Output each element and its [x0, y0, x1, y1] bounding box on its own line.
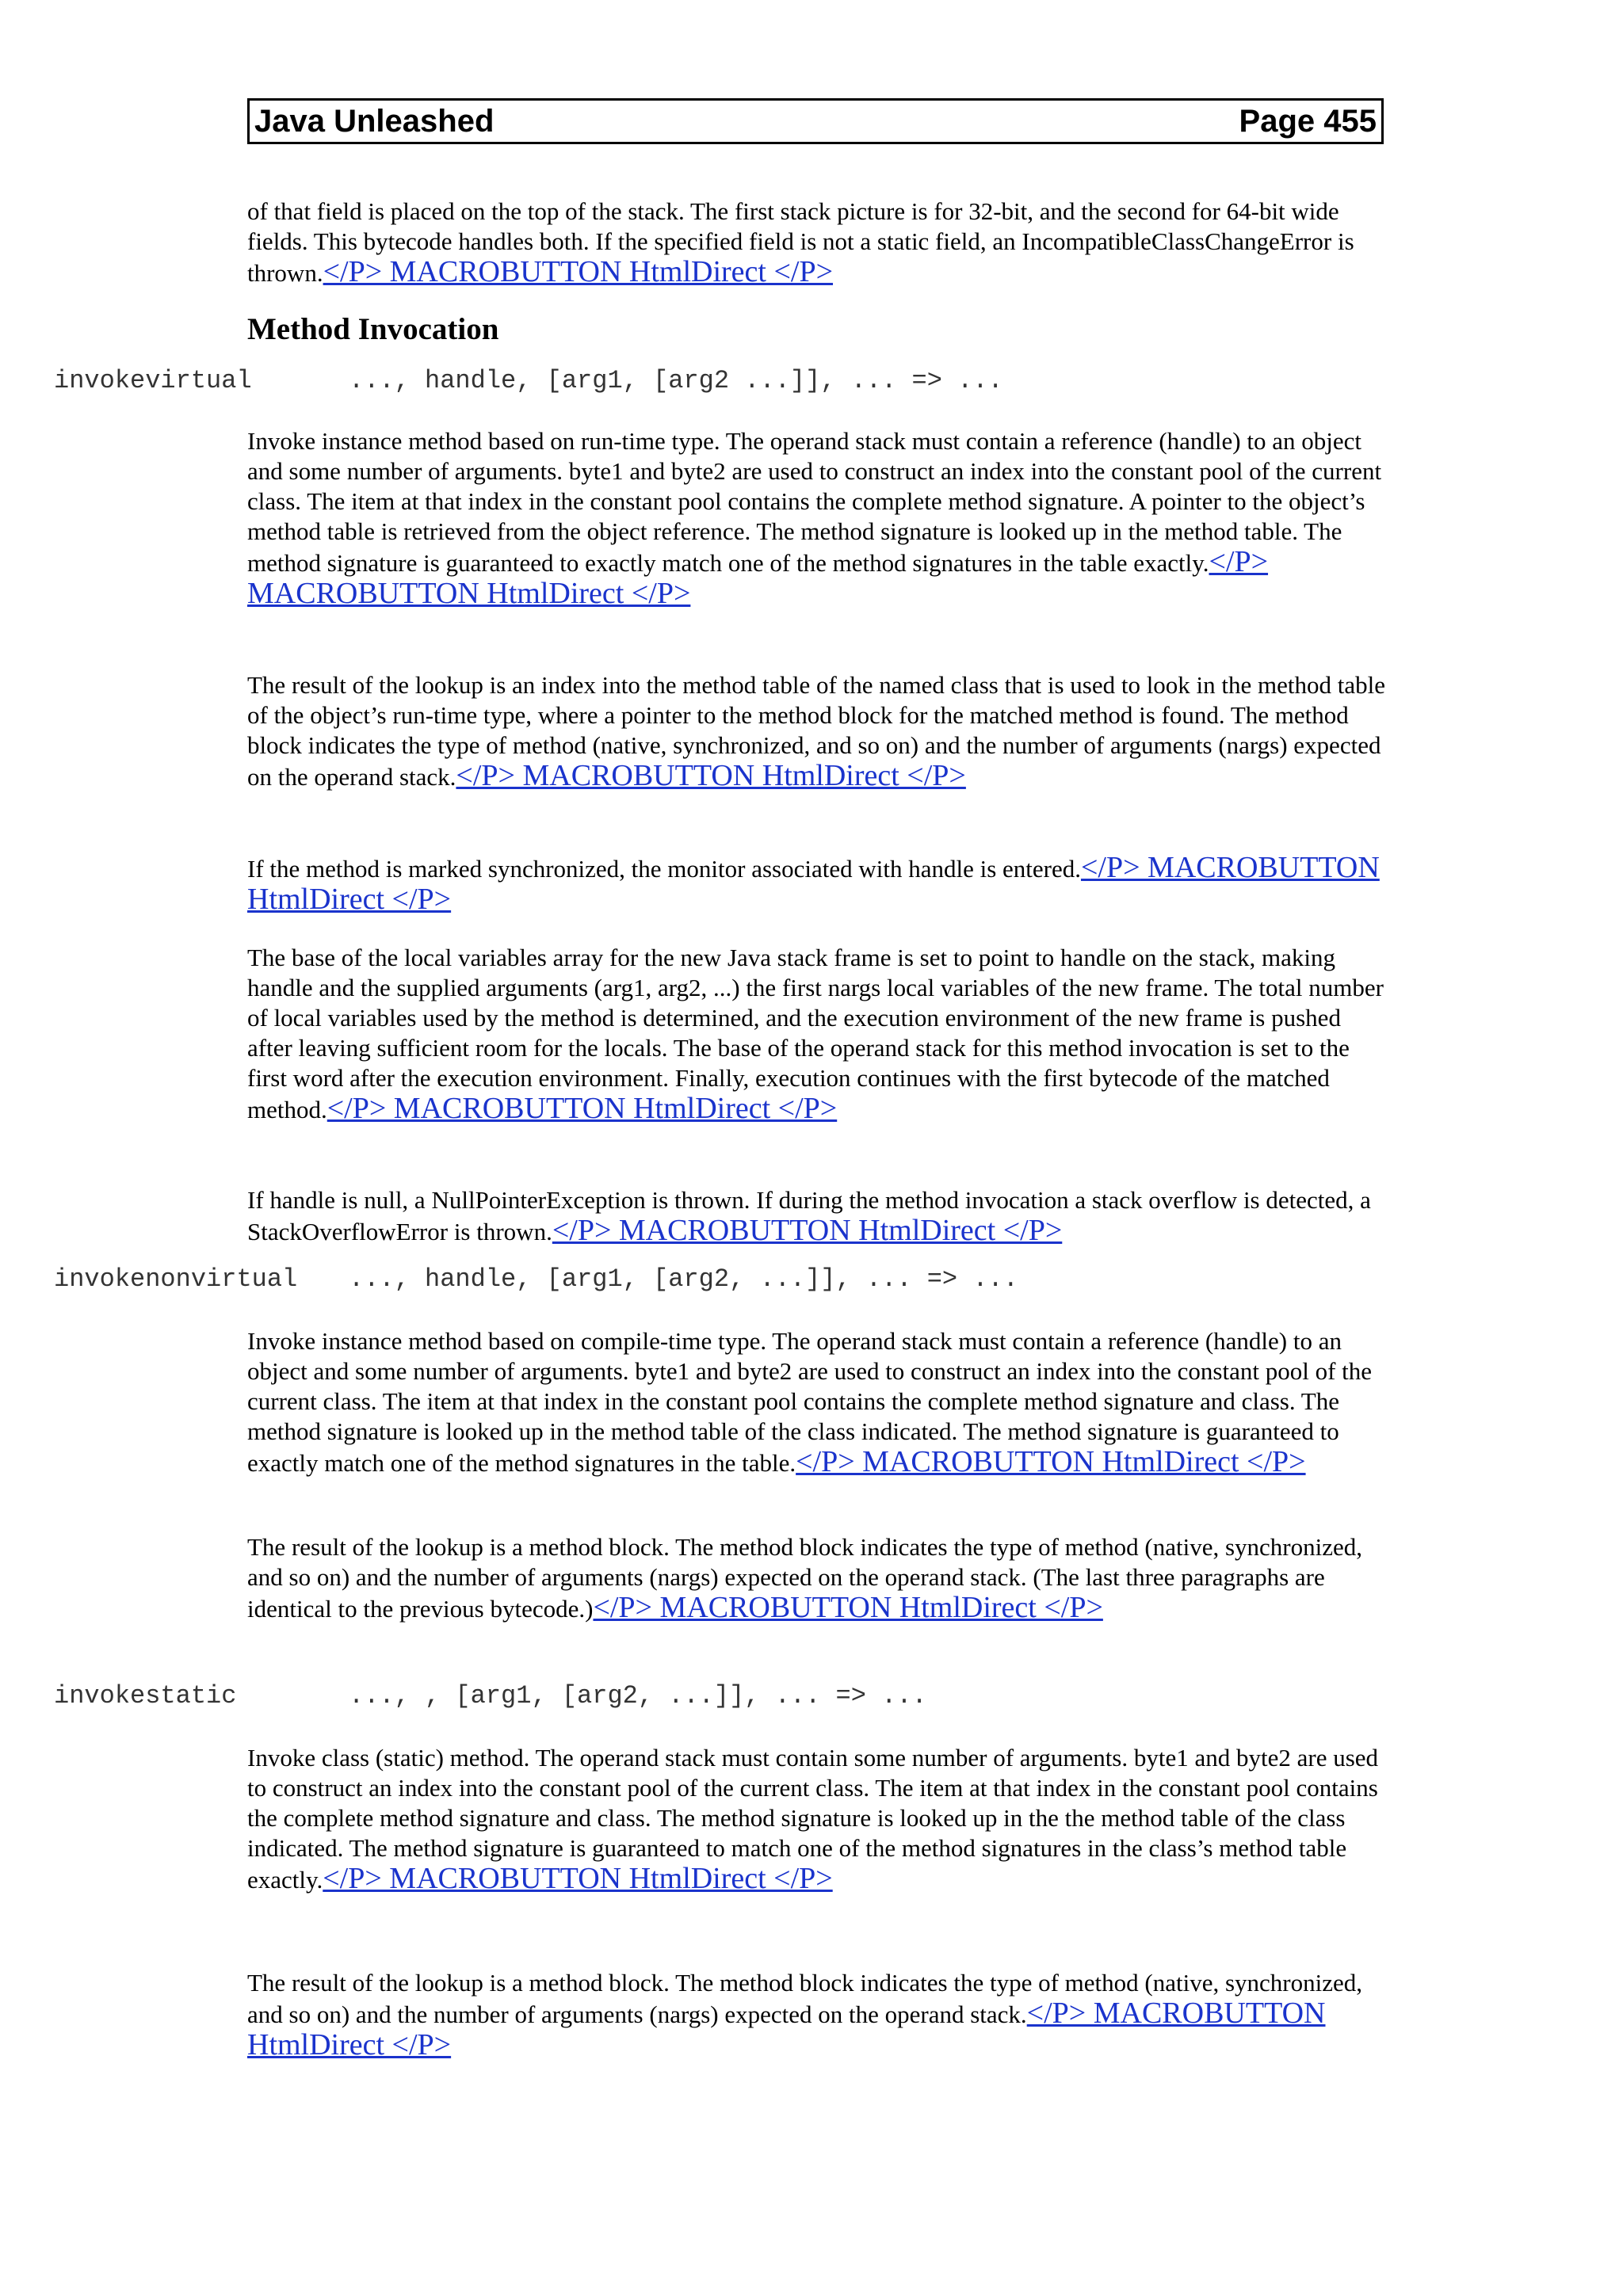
stack-transition: ..., , [arg1, [arg2, ...]], ... => ...	[349, 1681, 927, 1711]
paragraph-text: Invoke class (static) method. The operand stack must contain some number of arguments. byte1 and byte2 are used to construct an index into the constant pool of the current class. The item at that index in the constant pool contains the complete method signature and class. The method signature is looked up in the the method table of the class indicated. The method signature is guaranteed to match one of the method signatures in the class’s method table exactly.	[247, 1744, 1379, 1894]
paragraph-invokevirtual-2	[247, 670, 1388, 792]
intro-paragraph	[247, 196, 1388, 288]
opcode-row-invokestatic	[54, 1681, 927, 1711]
macrobutton-link[interactable]: </P> MACROBUTTON HtmlDirect </P>	[456, 759, 966, 792]
macrobutton-link[interactable]: </P> MACROBUTTON HtmlDirect </P>	[552, 1214, 1063, 1247]
paragraph-invokenonvirtual-1	[247, 1326, 1388, 1478]
paragraph-invokenonvirtual-2	[247, 1532, 1388, 1624]
macrobutton-link[interactable]: </P> MACROBUTTON HtmlDirect </P>	[327, 1092, 838, 1125]
paragraph-text: The result of the lookup is a method block. The method block indicates the type of method (native, synchronized, and so on) and the number of arguments (nargs) expected on the operand stack.	[247, 1969, 1362, 2028]
paragraph-invokevirtual-1	[247, 426, 1388, 610]
paragraph-text: The result of the lookup is an index into the method table of the named class that is used to look in the method table of the object’s run-time type, where a pointer to the method block for the matched method is found. The method block indicates the type of method (native, synchronized, and so on) and the number of arguments (nargs) expected on the operand stack.	[247, 671, 1386, 791]
opcode-name: invokestatic	[54, 1681, 237, 1711]
paragraph-text: If the method is marked synchronized, the monitor associated with handle is entered.	[247, 855, 1081, 883]
paragraph-text: The result of the lookup is a method block. The method block indicates the type of method (native, synchronized, and so on) and the number of arguments (nargs) expected on the operand stack. (The last three paragraphs are identical to the previous bytecode.)	[247, 1533, 1362, 1623]
paragraph-text: The base of the local variables array for the new Java stack frame is set to point to handle on the stack, making handle and the supplied arguments (arg1, arg2, ...) the first nargs local variables of the new frame. The total number of local variables used by the method is determined, and the execution environment of the new frame is pushed after leaving sufficient room for the locals. The base of the operand stack for this method invocation is set to the first word after the execution environment. Finally, execution continues with the first bytecode of the matched method.	[247, 944, 1384, 1123]
macrobutton-link[interactable]: </P> MACROBUTTON HtmlDirect </P>	[796, 1445, 1306, 1478]
paragraph-text: of that field is placed on the top of the stack. The first stack picture is for 32-bit, and the second for 64-bit wide fields. This bytecode handles both. If the specified field is not a static field, an IncompatibleClassChangeError is thrown.	[247, 197, 1354, 287]
opcode-row-invokevirtual	[54, 366, 1003, 396]
macrobutton-link[interactable]: </P> MACROBUTTON HtmlDirect </P>	[323, 1862, 833, 1895]
macrobutton-link[interactable]: </P> MACROBUTTON HtmlDirect </P>	[247, 1997, 1326, 2061]
stack-transition: ..., handle, [arg1, [arg2, ...]], ... => ...	[349, 1264, 1018, 1294]
paragraph-text: Invoke instance method based on compile-time type. The operand stack must contain a reference (handle) to an object and some number of arguments. byte1 and byte2 are used to construct an index into the constant pool of the current class. The item at that index in the constant pool contains the complete method signature and class. The method signature is looked up in the method table of the class indicated. The method signature is guaranteed to exactly match one of the method signatures in the table.	[247, 1327, 1373, 1477]
paragraph-text: Invoke instance method based on run-time type. The operand stack must contain a reference (handle) to an object and some number of arguments. byte1 and byte2 are used to construct an index into the constant pool of the current class. The item at that index in the constant pool contains the complete method signature. A pointer to the object’s method table is retrieved from the object reference. The method signature is looked up in the method table. The method signature is guaranteed to exactly match one of the method signatures in the table exactly.	[247, 427, 1382, 577]
paragraph-text: If handle is null, a NullPointerException is thrown. If during the method invocation a stack overflow is detected, a StackOverflowError is thrown.	[247, 1186, 1371, 1245]
opcode-name: invokevirtual	[54, 366, 252, 395]
macrobutton-link[interactable]: </P> MACROBUTTON HtmlDirect </P>	[247, 851, 1380, 916]
stack-transition: ..., handle, [arg1, [arg2 ...]], ... => ...	[349, 366, 1003, 395]
paragraph-invokevirtual-5	[247, 1185, 1388, 1247]
page-header	[247, 98, 1384, 144]
macrobutton-link[interactable]: </P> MACROBUTTON HtmlDirect </P>	[593, 1591, 1103, 1624]
section-heading: Method Invocation	[247, 312, 499, 346]
macrobutton-link[interactable]: </P> MACROBUTTON HtmlDirect </P>	[323, 255, 834, 288]
paragraph-invokevirtual-3	[247, 852, 1388, 916]
paragraph-invokestatic-2	[247, 1968, 1388, 2061]
paragraph-invokevirtual-4	[247, 943, 1388, 1125]
book-title: Java Unleashed	[254, 104, 495, 139]
page-number: Page 455	[1239, 104, 1377, 139]
macrobutton-link[interactable]: </P> MACROBUTTON HtmlDirect </P>	[247, 545, 1269, 610]
opcode-name: invokenonvirtual	[54, 1264, 298, 1294]
opcode-row-invokenonvirtual	[54, 1264, 1018, 1295]
paragraph-invokestatic-1	[247, 1743, 1388, 1895]
